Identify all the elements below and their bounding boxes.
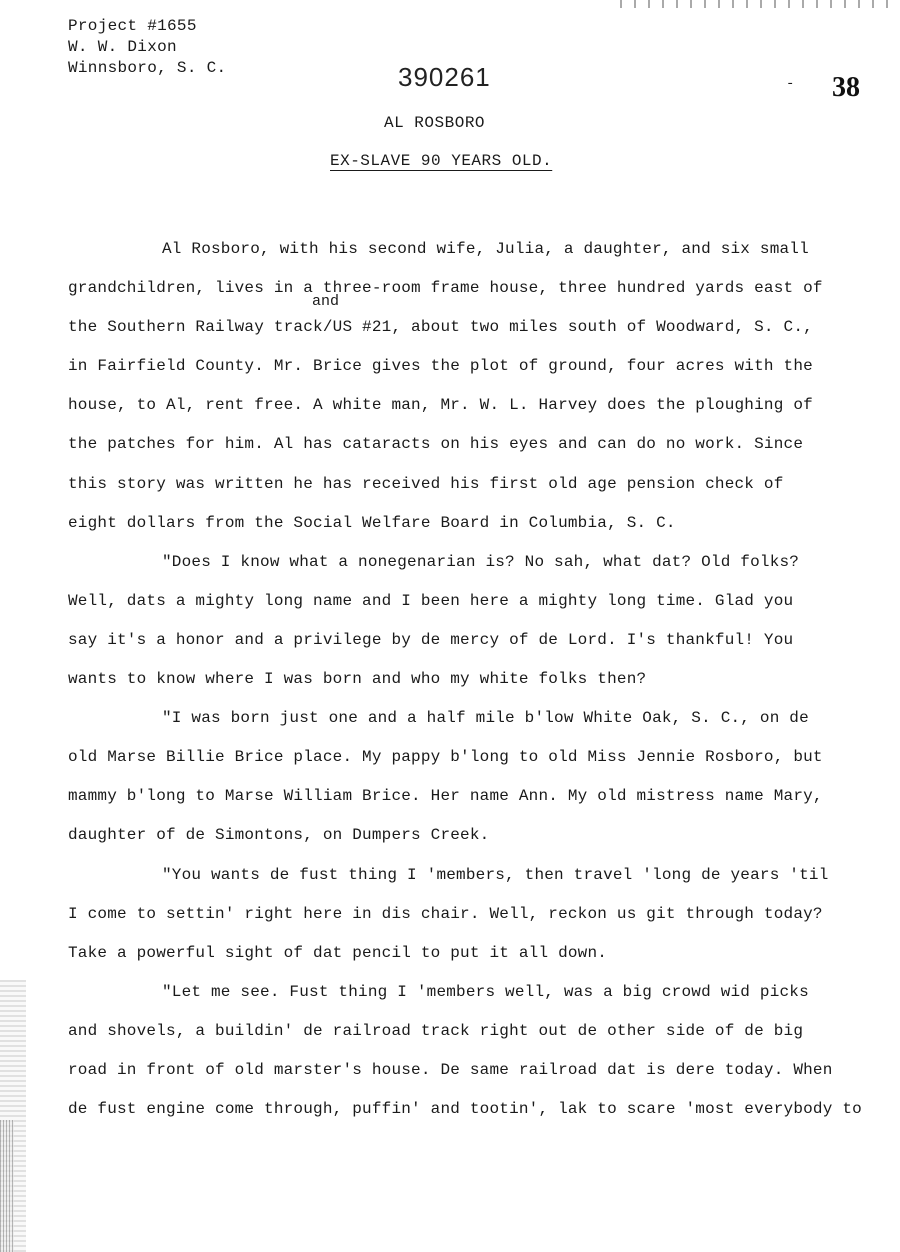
body-line: Al Rosboro, with his second wife, Julia, a daughter, and six small (162, 240, 809, 258)
scan-edge-noise-dark (0, 1120, 14, 1252)
body-line: the patches for him. Al has cataracts on his eyes and can do no work. Since (68, 435, 804, 454)
body-line: "You wants de fust thing I 'members, then travel 'long de years 'til (162, 865, 829, 884)
project-number: Project #1655 (68, 17, 197, 35)
body-line: grandchildren, lives in a three-room frame house, three hundred yards east of (68, 279, 823, 298)
document-header (68, 16, 226, 79)
body-line: road in front of old marster's house. De same railroad dat is dere today. When (68, 1060, 833, 1079)
body-line: de fust engine come through, puffin' and tootin', lak to scare 'most everybody to (68, 1100, 862, 1119)
body-line: this story was written he has received his first old age pension check of (68, 474, 784, 493)
author-location: Winnsboro, S. C. (68, 59, 227, 77)
body-line: house, to Al, rent free. A white man, Mr. W. L. Harvey does the ploughing of (68, 396, 813, 415)
document-body (68, 230, 862, 1129)
body-line: say it's a honor and a privilege by de mercy of de Lord. I's thankful! You (68, 630, 794, 649)
body-line: mammy b'long to Marse William Brice. Her name Ann. My old mistress name Mary, (68, 787, 823, 806)
body-line: daughter of de Simontons, on Dumpers Creek. (68, 826, 490, 845)
body-line: Take a powerful sight of dat pencil to put it all down. (68, 943, 608, 962)
body-line: wants to know where I was born and who my white folks then? (68, 670, 647, 689)
body-line: and shovels, a buildin' de railroad track right out de other side of de big (68, 1021, 804, 1040)
scan-top-marks (620, 0, 900, 8)
body-line: old Marse Billie Brice place. My pappy b'long to old Miss Jennie Rosboro, but (68, 748, 823, 767)
body-line: Well, dats a mighty long name and I been here a mighty long time. Glad you (68, 591, 794, 610)
body-line: "Let me see. Fust thing I 'members well, was a big crowd wid picks (162, 982, 809, 1001)
body-line: I come to settin' right here in dis chair. Well, reckon us git through today? (68, 904, 823, 923)
page-number: 38 (832, 72, 860, 103)
body-line: "Does I know what a nonegenarian is? No sah, what dat? Old folks? (162, 552, 800, 571)
body-line: eight dollars from the Social Welfare Board in Columbia, S. C. (68, 513, 676, 532)
document-number: 390261 (398, 62, 491, 92)
body-line: the Southern Railway track/US #21, about two miles south of Woodward, S. C., (68, 318, 813, 337)
author-name: W. W. Dixon (68, 38, 177, 56)
subject-subtitle: EX-SLAVE 90 YEARS OLD. (330, 152, 553, 170)
body-line: in Fairfield County. Mr. Brice gives the plot of ground, four acres with the (68, 357, 813, 376)
subject-name: AL ROSBORO (384, 114, 486, 132)
tick-mark: - (786, 76, 795, 92)
body-line: "I was born just one and a half mile b'low White Oak, S. C., on de (162, 709, 809, 728)
interlinear-insert: and (312, 293, 340, 310)
